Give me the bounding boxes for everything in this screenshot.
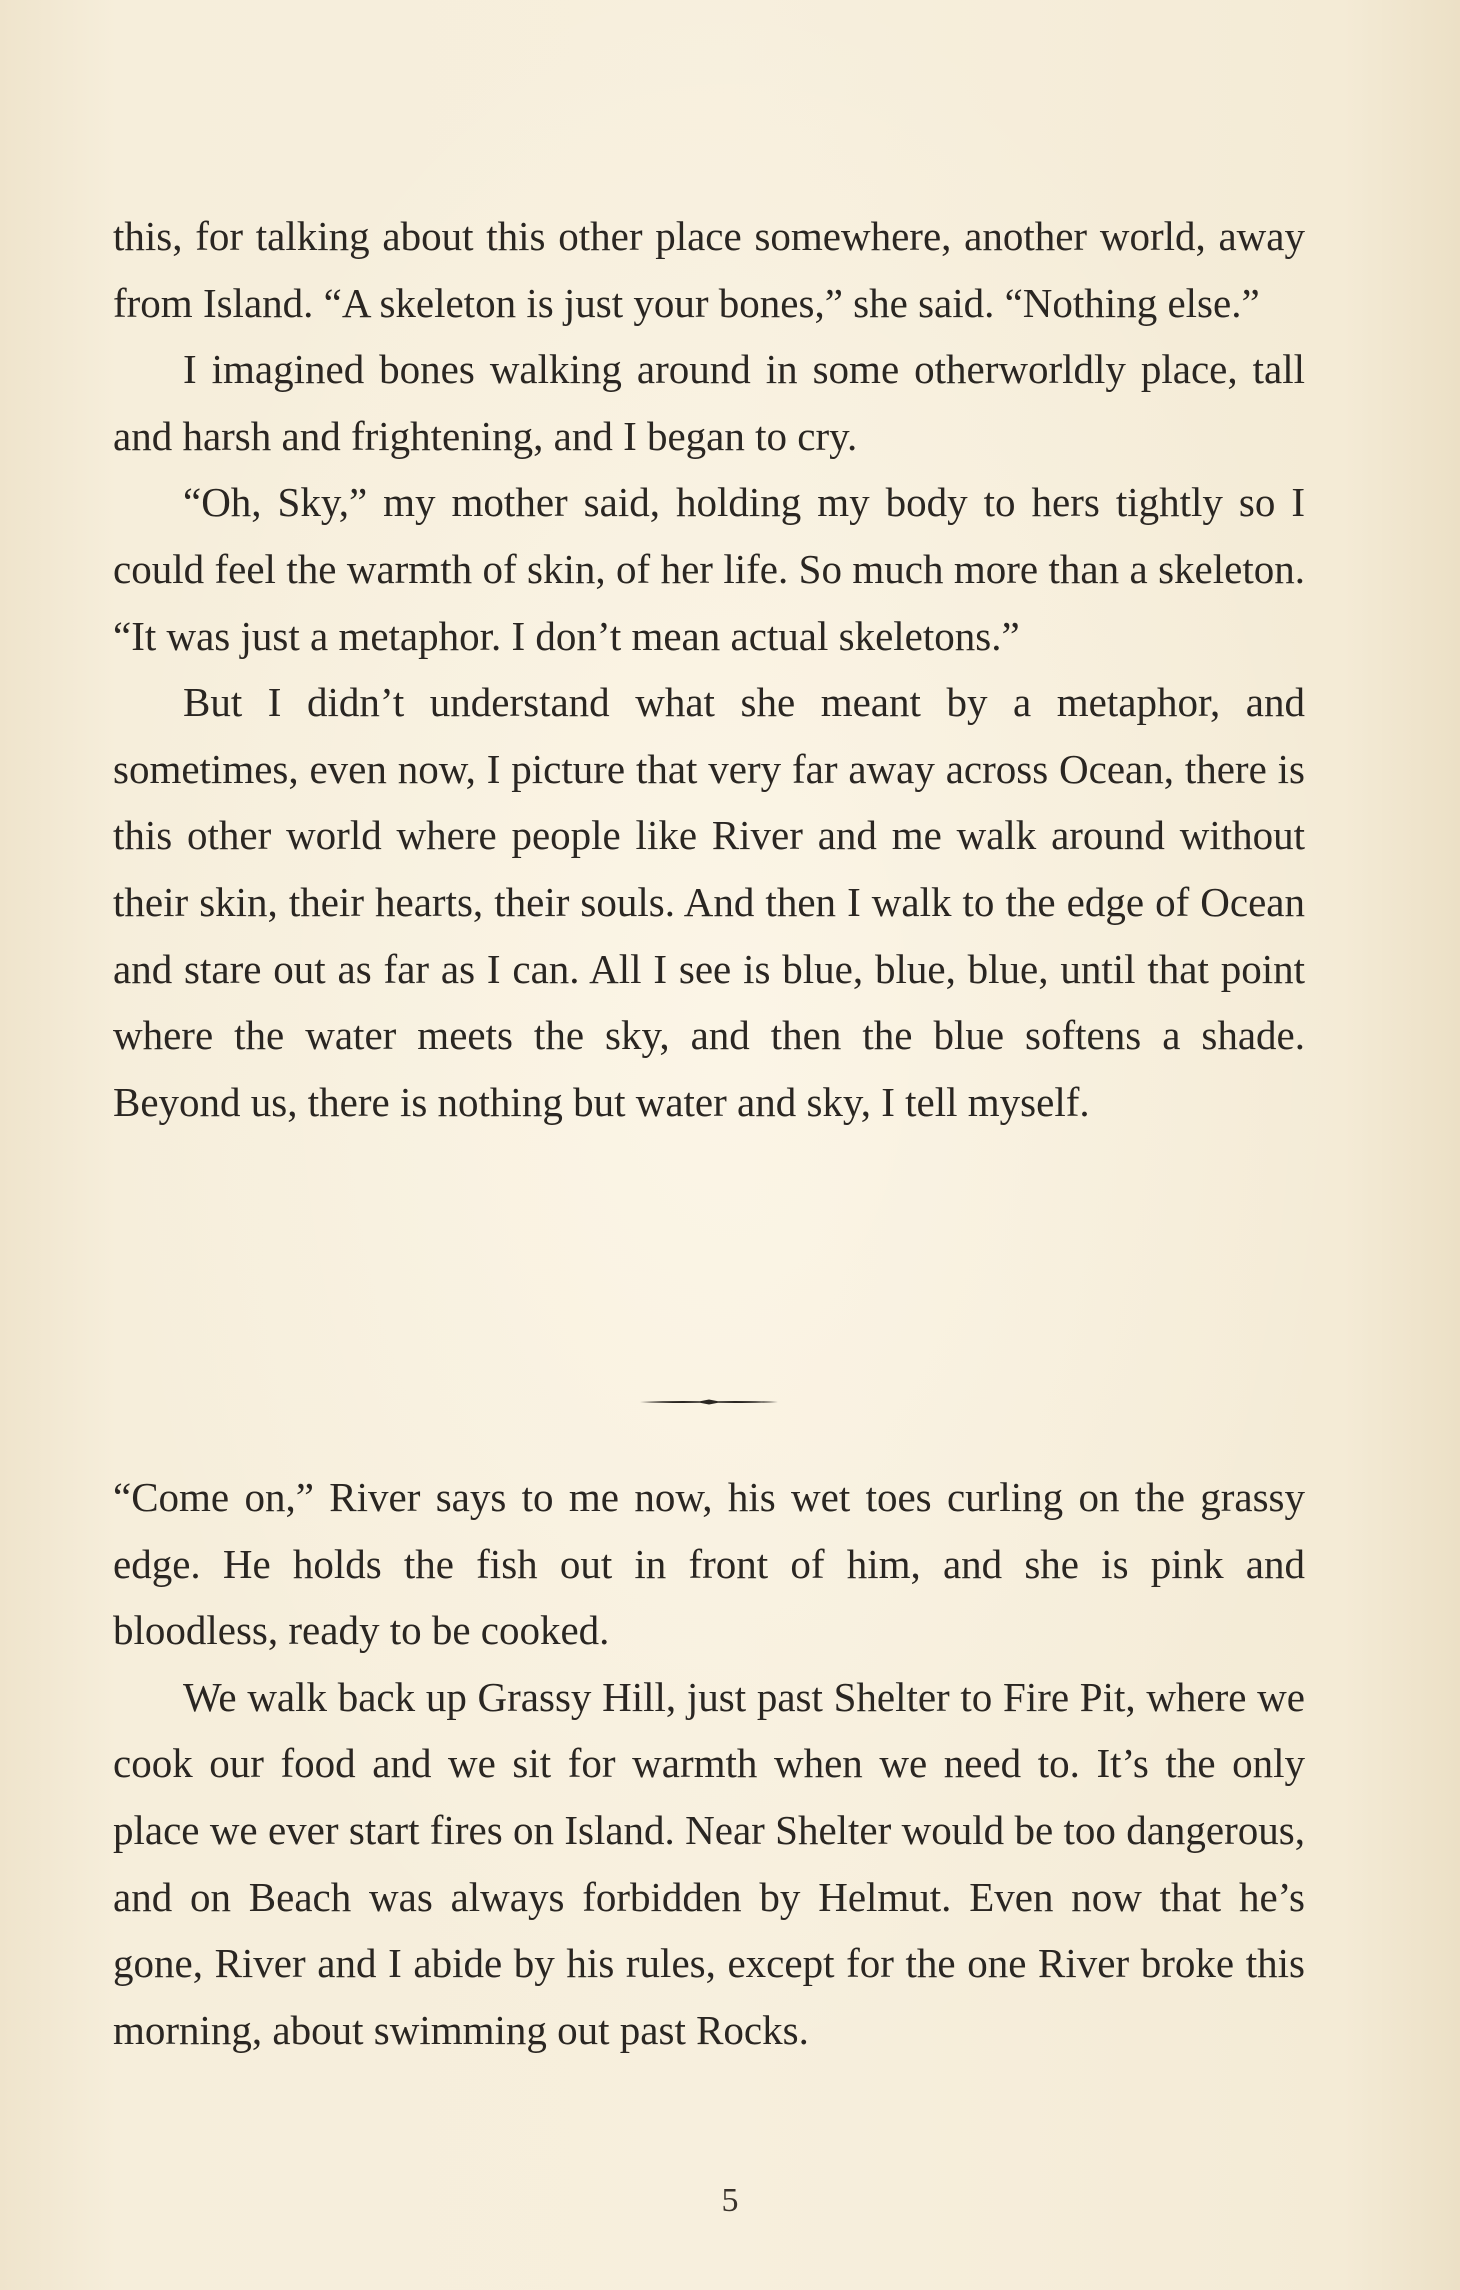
paragraph-3: “Oh, Sky,” my mother said, holding my body to hers tightly so I could feel the warmth of skin, of her life. So much more than a skeleton. “It was just a metaphor. I don’t mean actual skeletons.” <box>113 479 1305 659</box>
paragraph-6: We walk back up Grassy Hill, just past Shelter to Fire Pit, where we cook our food and we sit for warmth when we need to. It’s the only place we ever start fires on Island. Near Shelter would be too dangerous, and on Beach was always forbidden by Helmut. Even now that he’s gone, River and I abide by his rules, except for the one River broke this morning, about swimming out past Rocks. <box>113 1673 1305 2053</box>
top-text-section <box>113 203 1305 1135</box>
paragraph-1: this, for talking about this other place somewhere, another world, away from Island. “A skeleton is just your bones,” she said. “Nothing else.” <box>113 213 1305 326</box>
paragraph-4: But I didn’t understand what she meant by a metaphor, and sometimes, even now, I picture that very far away across Ocean, there is this other world where people like River and me walk around without their skin, their hearts, their souls. And then I walk to the edge of Ocean and stare out as far as I can. All I see is blue, blue, blue, until that point where the water meets the sky, and then the blue softens a shade. Beyond us, there is nothing but water and sky, I tell myself. <box>113 679 1305 1125</box>
paragraph-5: “Come on,” River says to me now, his wet toes curling on the grassy edge. He holds the fish out in front of him, and she is pink and bloodless, ready to be cooked. <box>113 1474 1305 1654</box>
bottom-text-section <box>113 1464 1305 2063</box>
paragraph-2: I imagined bones walking around in some otherworldly place, tall and harsh and frightening, and I began to cry. <box>113 346 1305 459</box>
section-break-ornament <box>640 1398 778 1406</box>
page-number: 5 <box>721 2182 739 2219</box>
